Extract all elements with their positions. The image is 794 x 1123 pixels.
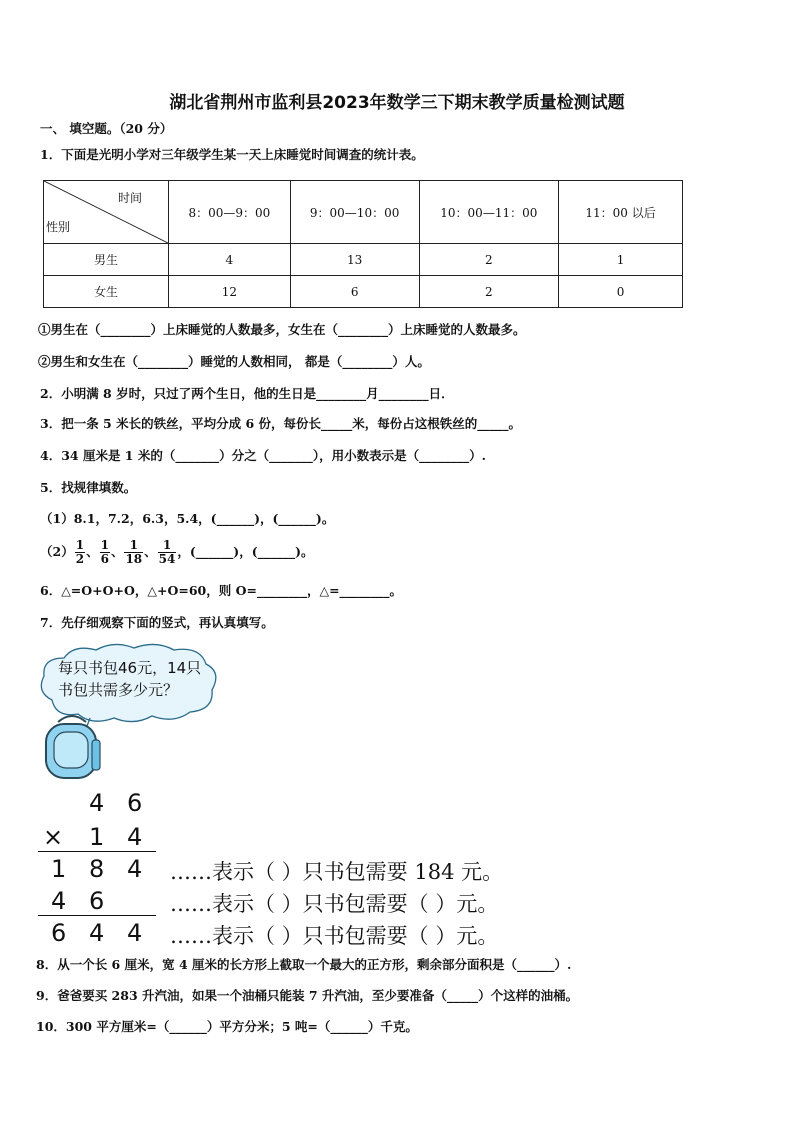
bubble-line-2: 书包共需多少元？: [58, 681, 179, 699]
question-2: 2．小明满 8 岁时，只过了两个生日，他的生日是________月________日．: [40, 386, 454, 401]
table-cell: 2: [419, 276, 559, 308]
table-cell: 1: [559, 244, 683, 276]
multiply-sign: ×: [43, 823, 64, 851]
mult-digit: 4: [51, 887, 67, 915]
mult-digit: 4: [127, 919, 143, 947]
table-cell: 6: [290, 276, 419, 308]
mult-digit: 6: [89, 887, 105, 915]
question-5-text: 5．找规律填数。: [40, 480, 137, 495]
table-cell: 12: [169, 276, 291, 308]
mult-note-1: ……表示（ ）只书包需要 184 元。: [170, 860, 504, 884]
mult-digit: 1: [51, 855, 67, 883]
table-row: [44, 276, 683, 308]
mult-digit: 4: [89, 919, 105, 947]
mult-rule-2: [38, 915, 156, 916]
mult-digit: 6: [51, 919, 67, 947]
corner-label-time: 时间: [117, 191, 142, 205]
table-row: [44, 244, 683, 276]
question-5-sub-2: （2） $\frac{1}{2}$ 、 $\frac{1}{6}$ 、 $\frac{1}{18}$ 、 $\frac{1}{54}$ ，(______)，(______)。: [40, 538, 314, 566]
table-cell: 13: [290, 244, 419, 276]
table-header-cell: 9：00—10：00: [290, 181, 419, 244]
mult-digit: 4: [127, 855, 143, 883]
table-corner-cell: [44, 181, 169, 244]
backpack-icon: [40, 712, 104, 782]
table-row-label: 男生: [44, 244, 169, 276]
fraction: $\frac{1}{2}$: [75, 538, 85, 566]
mult-digit: 4: [127, 823, 143, 851]
mult-digit: 1: [89, 823, 105, 851]
mult-rule-1: [38, 851, 156, 852]
question-6: 6．△=O+O+O，△+O=60，则 O=________，△=________。: [40, 583, 403, 598]
sub-2-suffix: ，(______)，(______)。: [177, 544, 314, 559]
table-cell: 2: [419, 244, 559, 276]
mult-digit: 8: [89, 855, 105, 883]
table-header-cell: 10：00—11：00: [419, 181, 559, 244]
corner-label-gender: 性别: [46, 220, 71, 234]
bubble-text: [58, 657, 201, 701]
stat-table: [43, 180, 683, 308]
question-10: 10．300 平方厘米=（______）平方分米；5 吨=（______）千克。: [36, 1019, 418, 1034]
question-1-sub-1: ①男生在（________）上床睡觉的人数最多，女生在（________）上床睡觉的人数最多。: [38, 322, 526, 337]
question-1-sub-2: ②男生和女生在（________）睡觉的人数相同， 都是（________）人。: [38, 354, 430, 369]
section-heading-fill-in: 一、 填空题。（20 分）: [40, 121, 173, 136]
question-9: 9．爸爸要买 283 升汽油，如果一个油桶只能装 7 升汽油，至少要准备（_____）个这样的油桶。: [36, 988, 579, 1003]
table-header-cell: 11：00 以后: [559, 181, 683, 244]
bubble-line-1: 每只书包46元，14只: [58, 659, 202, 677]
page-title: 湖北省荆州市监利县2023年数学三下期末教学质量检测试题: [169, 93, 625, 113]
question-7-text: 7．先仔细观察下面的竖式，再认真填写。: [40, 615, 274, 630]
sub-2-prefix: （2）: [40, 544, 74, 559]
mult-digit: 6: [127, 789, 143, 817]
table-row-label: 女生: [44, 276, 169, 308]
fraction: $\frac{1}{6}$: [100, 538, 109, 566]
table-cell: 0: [559, 276, 683, 308]
fraction: $\frac{1}{54}$: [158, 538, 176, 566]
question-5-sub-1: （1）8.1，7.2，6.3，5.4，(______)，(______)。: [40, 511, 335, 526]
question-8: 8．从一个长 6 厘米，宽 4 厘米的长方形上截取一个最大的正方形，剩余部分面积是（______）.: [36, 957, 572, 972]
question-1-text: 1．下面是光明小学对三年级学生某一天上床睡觉时间调查的统计表。: [40, 147, 424, 162]
table-cell: 4: [169, 244, 291, 276]
question-4: 4．34 厘米是 1 米的（_______）分之（_______），用小数表示是（________）.: [40, 448, 486, 463]
mult-note-2: ……表示（ ）只书包需要（ ）元。: [170, 892, 499, 916]
mult-digit: 4: [89, 789, 105, 817]
fraction: $\frac{1}{18}$: [125, 538, 143, 566]
question-3: 3．把一条 5 米长的铁丝，平均分成 6 份，每份长_____米，每份占这根铁丝的_____。: [40, 416, 522, 431]
mult-note-3: ……表示（ ）只书包需要（ ）元。: [170, 924, 499, 948]
table-header-cell: 8：00—9：00: [169, 181, 291, 244]
table-header-row: [44, 181, 683, 244]
